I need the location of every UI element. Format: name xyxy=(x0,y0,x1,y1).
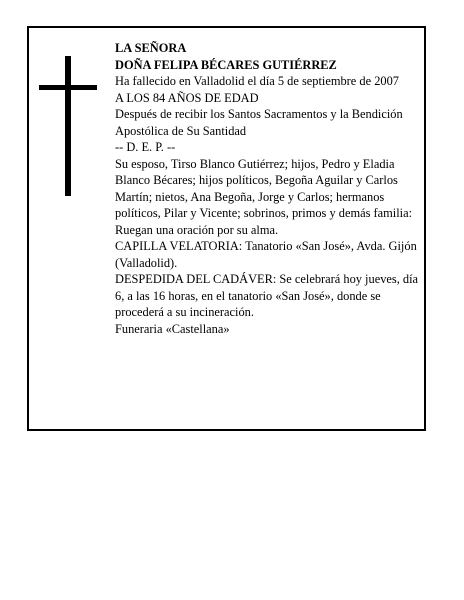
cross-vertical-bar xyxy=(65,56,71,196)
rip-line: -- D. E. P. -- xyxy=(115,140,176,154)
cross-horizontal-bar xyxy=(39,85,97,90)
farewell-info: DESPEDIDA DEL CADÁVER: Se celebrará hoy jueves, día 6, a las 16 horas, en el tanatorio «San José», donde se procederá a su incineración. xyxy=(115,272,419,319)
deceased-name: DOÑA FELIPA BÉCARES GUTIÉRREZ xyxy=(115,57,337,72)
death-statement: Ha fallecido en Valladolid el día 5 de septiembre de 2007 xyxy=(115,74,399,88)
funeral-home: Funeraria «Castellana» xyxy=(115,321,230,336)
sacraments-statement: Después de recibir los Santos Sacramentos y la Bendición Apostólica de Su Santidad xyxy=(115,107,403,138)
obituary-notice xyxy=(27,26,426,431)
notice-text xyxy=(115,40,425,337)
notice-heading: LA SEÑORA xyxy=(115,41,187,55)
family-list: Su esposo, Tirso Blanco Gutiérrez; hijos, Pedro y Eladia Blanco Bécares; hijos políticos, Begoña Aguilar y Carlos Martín; nietos, Ana Begoña, Jorge y Carlos; hermanos políticos, Pilar y Vicente; sobrinos, primos y demás familia: xyxy=(115,156,413,220)
prayer-request: Ruegan una oración por su alma. xyxy=(115,222,279,237)
chapel-info: CAPILLA VELATORIA: Tanatorio «San José», Avda. Gijón (Valladolid). xyxy=(115,239,417,270)
age-statement: A LOS 84 AÑOS DE EDAD xyxy=(115,90,259,105)
